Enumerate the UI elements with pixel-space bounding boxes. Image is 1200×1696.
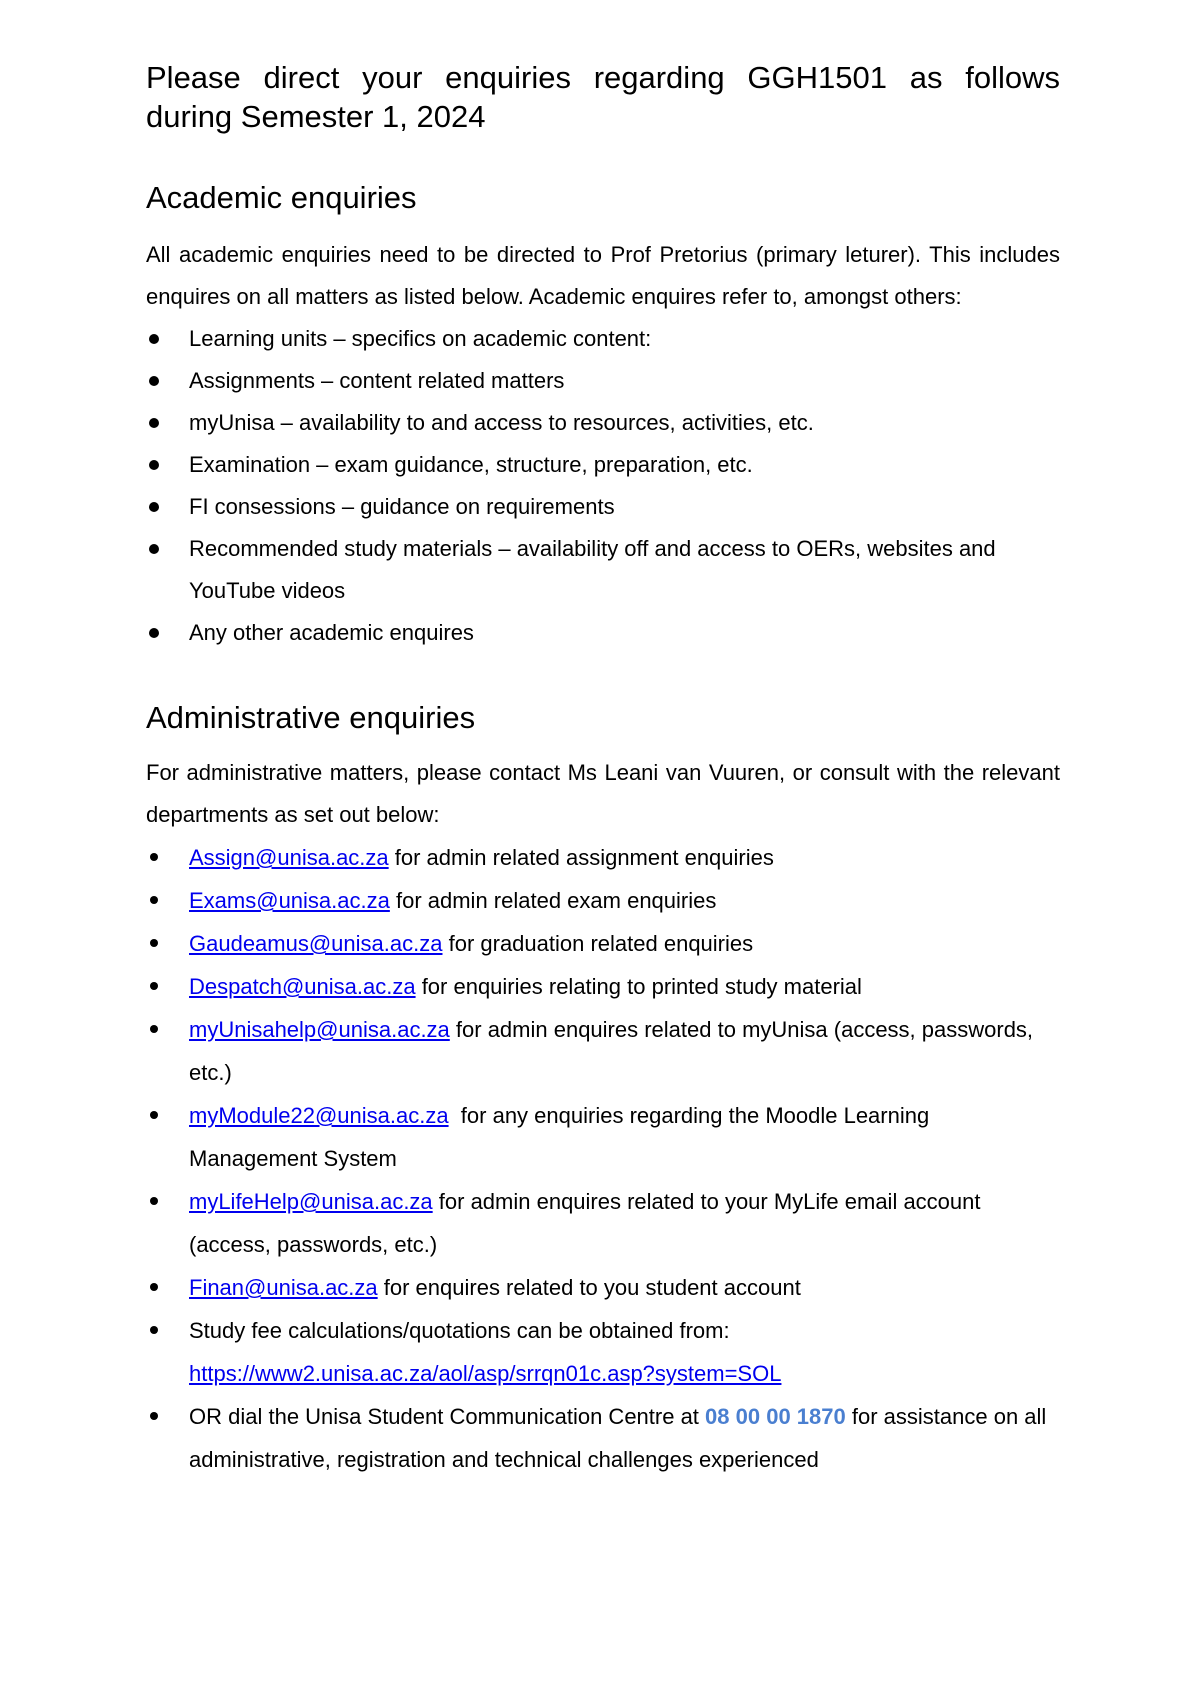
bullet-icon	[149, 628, 159, 638]
bullet-icon	[150, 982, 158, 990]
admin-item-text: for enquiries relating to printed study material	[415, 974, 862, 999]
bullet-icon	[149, 418, 159, 428]
bullet-icon	[149, 544, 159, 554]
page-title-line-1: Please direct your enquiries regarding GGH1501 as follows	[146, 60, 1060, 95]
list-item	[146, 965, 1060, 1008]
bullet-icon	[150, 1111, 158, 1119]
list-item	[146, 486, 1060, 528]
exams-email-link[interactable]: Exams@unisa.ac.za	[189, 888, 390, 913]
academic-item-text: myUnisa – availability to and access to resources, activities, etc.	[189, 410, 814, 435]
academic-item-text: Learning units – specifics on academic content:	[189, 326, 652, 351]
list-item	[146, 612, 1060, 654]
list-item	[146, 836, 1060, 879]
list-item	[146, 922, 1060, 965]
myunisahelp-email-link[interactable]: myUnisahelp@unisa.ac.za	[189, 1017, 450, 1042]
admin-item-text: for admin enquires related to your MyLife email account (access, passwords, etc.)	[189, 1189, 981, 1257]
finan-email-link[interactable]: Finan@unisa.ac.za	[189, 1275, 378, 1300]
mylifehelp-email-link[interactable]: myLifeHelp@unisa.ac.za	[189, 1189, 433, 1214]
call-centre-text-after: for assistance on all administrative, registration and technical challenges experienced	[189, 1404, 1047, 1472]
list-item	[146, 879, 1060, 922]
list-item	[146, 528, 1060, 612]
list-item	[146, 402, 1060, 444]
bullet-icon	[149, 334, 159, 344]
admin-intro-paragraph: For administrative matters, please contact Ms Leani van Vuuren, or consult with the relevant departments as set out below:	[146, 760, 1060, 827]
academic-item-text: FI consessions – guidance on requirements	[189, 494, 615, 519]
academic-intro-paragraph: All academic enquiries need to be directed to Prof Pretorius (primary leturer). This includes enquires on all matters as listed below. Academic enquires refer to, amongst others:	[146, 242, 1060, 309]
list-item	[146, 444, 1060, 486]
admin-item-text: for graduation related enquiries	[442, 931, 754, 956]
academic-item-text: Assignments – content related matters	[189, 368, 565, 393]
bullet-icon	[149, 502, 159, 512]
bullet-icon	[150, 939, 158, 947]
bullet-icon	[150, 853, 158, 861]
academic-item-text: Any other academic enquires	[189, 620, 474, 645]
call-centre-text: OR dial the Unisa Student Communication Centre at	[189, 1404, 706, 1429]
academic-enquiries-heading: Academic enquiries	[146, 180, 417, 215]
list-item	[146, 360, 1060, 402]
mymodule22-email-link[interactable]: myModule22@unisa.ac.za	[189, 1103, 449, 1128]
bullet-icon	[150, 1025, 158, 1033]
bullet-icon	[149, 376, 159, 386]
admin-enquiries-list	[146, 836, 1060, 1481]
academic-item-text: Examination – exam guidance, structure, preparation, etc.	[189, 452, 753, 477]
bullet-icon	[150, 1326, 158, 1334]
study-fee-text: Study fee calculations/quotations can be obtained from:	[189, 1318, 730, 1343]
bullet-icon	[150, 896, 158, 904]
bullet-icon	[149, 460, 159, 470]
admin-item-text: for enquires related to you student account	[377, 1275, 801, 1300]
bullet-icon	[150, 1412, 158, 1420]
academic-enquiries-list	[146, 318, 1060, 654]
admin-item-text: for admin related assignment enquiries	[388, 845, 774, 870]
list-item	[146, 318, 1060, 360]
page-title	[146, 58, 1060, 136]
study-fee-url-link[interactable]: https://www2.unisa.ac.za/aol/asp/srrqn01c.asp?system=SOL	[189, 1361, 782, 1386]
admin-item-text: for admin related exam enquiries	[389, 888, 717, 913]
administrative-enquiries-heading: Administrative enquiries	[146, 700, 476, 735]
bullet-icon	[150, 1283, 158, 1291]
page-title-line-2: during Semester 1, 2024	[146, 99, 486, 134]
gaudeamus-email-link[interactable]: Gaudeamus@unisa.ac.za	[189, 931, 443, 956]
list-item	[146, 1180, 1060, 1266]
document-page	[146, 58, 1060, 1481]
despatch-email-link[interactable]: Despatch@unisa.ac.za	[189, 974, 416, 999]
admin-item-text: for admin enquires related to myUnisa (access, passwords, etc.)	[189, 1017, 1034, 1085]
assign-email-link[interactable]: Assign@unisa.ac.za	[189, 845, 389, 870]
list-item	[146, 1395, 1060, 1481]
admin-item-text: for any enquiries regarding the Moodle Learning Management System	[189, 1103, 936, 1171]
list-item	[146, 1008, 1060, 1094]
bullet-icon	[150, 1197, 158, 1205]
list-item	[146, 1309, 1060, 1395]
list-item	[146, 1094, 1060, 1180]
academic-item-text: Recommended study materials – availability off and access to OERs, websites and YouTube videos	[189, 536, 996, 603]
phone-number[interactable]: 08 00 00 1870	[705, 1404, 846, 1429]
list-item	[146, 1266, 1060, 1309]
